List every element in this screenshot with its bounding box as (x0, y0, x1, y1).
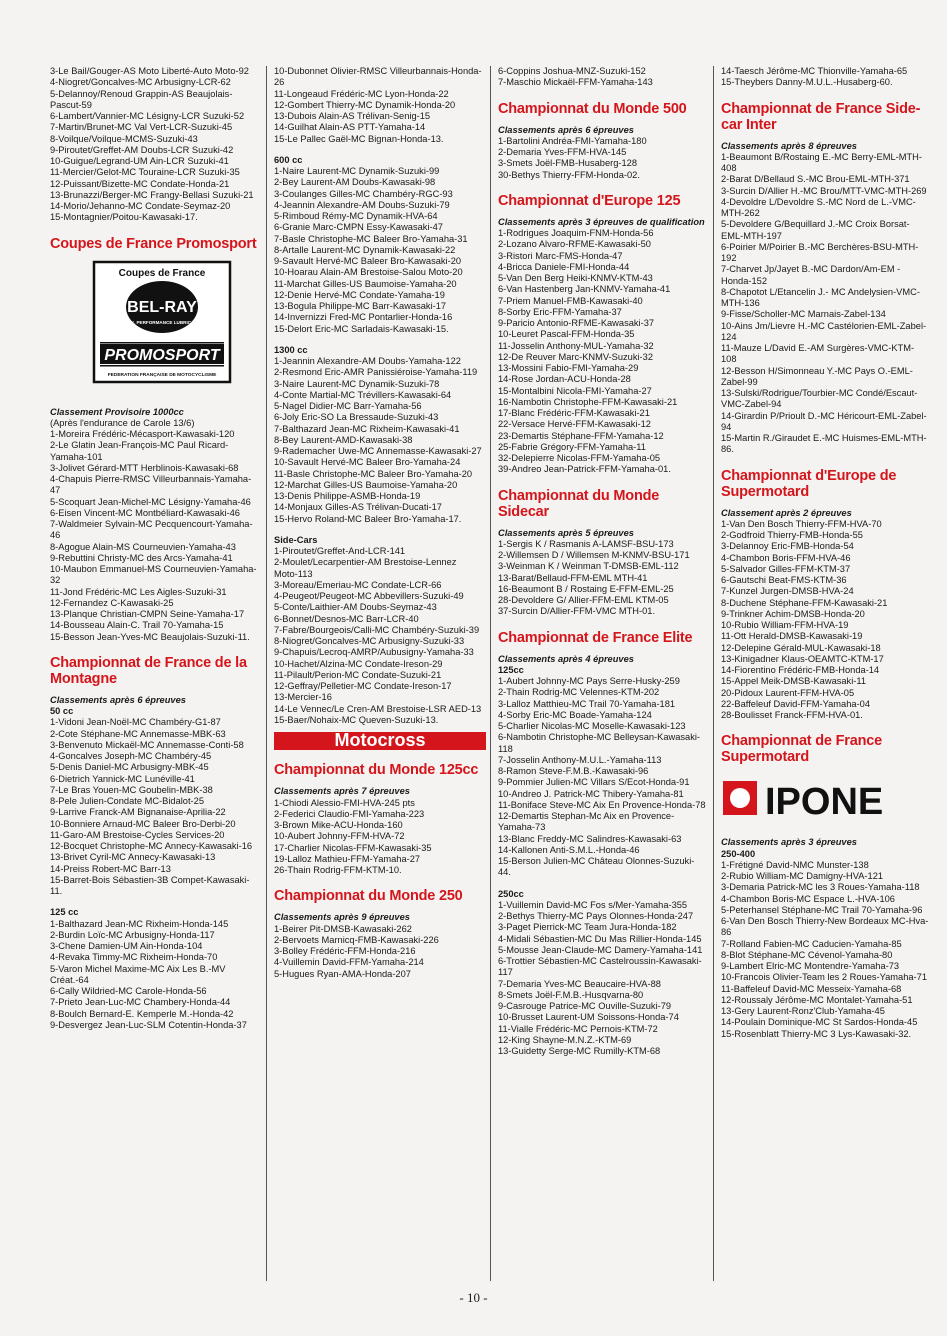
ffm-federation-label: FEDERATION FRANÇAISE DE MOTOCYCLISME (107, 372, 217, 378)
result-entry: 6-Dietrich Yannick-MC Lunéville-41 (50, 773, 195, 784)
result-entry: 13-Blanc Freddy-MC Salindres-Kawasaki-63 (498, 833, 682, 844)
result-entry: 9-Rademacher Uwe-MC Annemasse-Kawasaki-27 (274, 446, 482, 456)
result-entry: 4-Goncalves Joseph-MC Chambéry-45 (50, 751, 212, 761)
category-label: 125cc (498, 664, 524, 675)
result-entry: 8-Artalle Laurent-MC Dynamik-Kawasaki-22 (274, 244, 456, 255)
result-entry: 15-Le Pallec Gaël-MC Bignan-Honda-13. (274, 133, 444, 144)
result-entry: 2-Willemsen D / Willemsen M-KNMV-BSU-171 (498, 550, 690, 560)
result-entry: 6-Gautschi Beat-FMS-KTM-36 (721, 575, 847, 585)
category-label: Side-Cars (274, 534, 318, 545)
column-divider (713, 66, 714, 1281)
category-label: 50 cc (50, 706, 74, 716)
result-entry: 10-Maubon Emmanuel-MS Courneuvien-Yamaha-32 (50, 564, 257, 586)
result-entry: 16-Nambotin Christophe-FFM-Kawasaki-21 (498, 396, 678, 407)
result-entry: 7-Prieto Jean-Luc-MC Chambery-Honda-44 (50, 997, 231, 1008)
result-entry: 12-De Reuver Marc-KNMV-Suzuki-32 (498, 351, 653, 362)
standings-subtitle: Classement Provisoire 1000cc (50, 406, 184, 417)
result-entry: 5-Conte/Laithier-AM Doubs-Seymaz-43 (274, 602, 437, 613)
result-entry: 1-Piroutet/Greffet-And-LCR-141 (274, 546, 406, 556)
section-heading: Championnat du Monde 250 (274, 888, 463, 905)
result-entry: 15-Baer/Nohaix-MC Queven-Suzuki-13. (274, 714, 439, 725)
result-entry: 10-Savault Hervé-MC Baleer Bro-Yamaha-24 (274, 457, 461, 468)
result-entry: 14-Morio/Jehanno-MC Condate-Seymaz-20 (50, 201, 231, 211)
result-entry: 14-Rose Jordan-ACU-Honda-28 (498, 374, 631, 385)
result-entry: 10-Aubert Johnny-FFM-HVA-72 (274, 831, 405, 842)
category-label: 125 cc (50, 907, 79, 918)
result-entry: 3-Paget Pierrick-MC Team Jura-Honda-182 (498, 922, 677, 933)
result-entry: 10-Francois Olivier-Team les 2 Roues-Yamaha-71 (721, 972, 927, 983)
result-entry: 8-Blot Stéphane-MC Cévenol-Yamaha-80 (721, 949, 893, 960)
section-heading: Championnat du Monde 500 (498, 100, 687, 117)
result-entry: 6-Bonnet/Desnos-MC Barr-LCR-40 (274, 613, 419, 624)
result-entry: 15-Besson Jean-Yves-MC Beaujolais-Suzuki-11. (50, 631, 250, 642)
result-entry: 6-Nambotin Christophe-MC Belleysan-Kawasaki-118 (498, 732, 701, 754)
result-entry: 10-Bonniere Arnaud-MC Baleer Bro-Derbi-20 (50, 818, 236, 829)
result-entry: 1-Chiodi Alessio-FMI-HVA-245 pts (274, 797, 415, 808)
standings-subtitle: Classements après 6 épreuves (50, 694, 186, 705)
promosport-logo-graphic (50, 260, 232, 395)
result-entry: 9-Pommier Julien-MC Villars S/Ecot-Honda-91 (498, 777, 690, 788)
result-entry: 1-Rodrigues Joaquim-FNM-Honda-56 (498, 228, 654, 238)
result-entry: 12-Gombert Thierry-MC Dynamik-Honda-20 (274, 99, 456, 110)
section-heading: Championnat d'Europe de Supermotard (721, 467, 897, 500)
result-entry: 3-Coulanges Gilles-MC Chambéry-RGC-93 (274, 188, 453, 199)
promosport-logo (50, 260, 232, 395)
result-entry: 5-Denis Daniel-MC Arbusigny-MBK-45 (50, 762, 209, 773)
result-entry: 14-Monjaux Gilles-AS Trélivan-Ducati-17 (274, 502, 442, 513)
result-entry: 9-Fisse/Scholler-MC Marnais-Zabel-134 (721, 309, 886, 320)
result-entry: 6-Coppins Joshua-MNZ-Suzuki-152 (498, 66, 646, 76)
result-entry: 13-Gery Laurent-Ronz'Club-Yamaha-45 (721, 1006, 885, 1016)
result-entry: 17-Blanc Frédéric-FFM-Kawasaki-21 (498, 408, 650, 418)
result-entry: 15-Appel Meik-DMSB-Kawasaki-11 (721, 676, 867, 687)
result-entry: 9-Desvergez Jean-Luc-SLM Cotentin-Honda-37 (50, 1019, 247, 1030)
result-entry: 9-Lambert Elric-MC Montendre-Yamaha-73 (721, 961, 900, 971)
section-heading: Championnat de France Side-car Inter (721, 100, 921, 133)
result-entry: 2-Demaria Yves-FFM-HVA-145 (498, 147, 627, 157)
result-entry: 5-Salvador Gilles-FFM-KTM-37 (721, 563, 851, 574)
result-entry: 15-Delort Eric-MC Sarladais-Kawasaki-15. (274, 323, 449, 334)
result-entry: 13-Planque Christian-CMPN Seine-Yamaha-17 (50, 609, 245, 619)
result-entry: 11-Pilault/Perion-MC Condate-Suzuki-21 (274, 669, 442, 680)
result-entry: 13-Guidetty Serge-MC Rumilly-KTM-68 (498, 1046, 661, 1056)
result-entry: 9-Larrive Franck-AM Bignanaise-Aprilia-22 (50, 807, 226, 818)
result-entry: 5-Delannoy/Renoud Grappin-AS Beaujolais-Pascut-59 (50, 88, 233, 110)
result-entry: 11-Mauze L/David E.-AM Surgères-VMC-KTM-108 (721, 343, 915, 365)
result-entry: 4-Conte Martial-MC Trévillers-Kawasaki-64 (274, 389, 452, 400)
result-entry: 9-Rebuttini Christy-MC des Arcs-Yamaha-41 (50, 552, 233, 563)
result-entry: 7-Basle Christophe-MC Baleer Bro-Yamaha-31 (274, 233, 468, 244)
page-number: - 10 - (459, 1290, 488, 1305)
result-entry: 5-Scoquart Jean-Michel-MC Lésigny-Yamaha-46 (50, 496, 251, 507)
result-entry: 3-Delannoy Eric-FMB-Honda-54 (721, 541, 854, 552)
result-entry: 28-Boulisset Franck-FFM-HVA-01. (721, 710, 863, 720)
result-entry: 15-Rosenblatt Thierry-MC 3 Lys-Kawasaki-32. (721, 1028, 912, 1039)
result-entry: 3-Moreau/Emeriau-MC Condate-LCR-66 (274, 579, 442, 590)
result-entry: 11-Josselin Anthony-MUL-Yamaha-32 (498, 340, 654, 351)
result-entry: 8-Duchene Stéphane-FFM-Kawasaki-21 (721, 597, 888, 608)
result-entry: 7-Demaria Yves-MC Beaucaire-HVA-88 (498, 978, 661, 989)
result-entry: 3-Le Bail/Gouger-AS Moto Liberté-Auto Moto-92 (50, 66, 249, 76)
result-entry: 14-Le Vennec/Le Cren-AM Brestoise-LSR AED-13 (274, 703, 482, 714)
result-entry: 15-Barret-Bois Sébastien-3B Compet-Kawasaki-11. (50, 874, 250, 896)
result-entry: 10-Andreo J. Patrick-MC Thibery-Yamaha-81 (498, 788, 684, 799)
result-entry: 1-Aubert Johnny-MC Pays Serre-Husky-259 (498, 676, 680, 686)
result-entry: 14-Bousseau Alain-C. Trail 70-Yamaha-15 (50, 620, 224, 631)
result-entry: 7-Maschio Mickaël-FFM-Yamaha-143 (498, 77, 653, 88)
result-entry: 20-Pidoux Laurent-FFM-HVA-05 (721, 687, 855, 698)
result-entry: 11-Vialle Frédéric-MC Pernois-KTM-72 (498, 1023, 658, 1034)
result-entry: 2-Lozano Alvaro-RFME-Kawasaki-50 (498, 239, 651, 250)
result-entry: 10-Brusset Laurent-UM Soissons-Honda-74 (498, 1012, 679, 1023)
results-column-2 (274, 66, 482, 980)
result-entry: 14-Invernizzi Fred-MC Pontarlier-Honda-16 (274, 312, 453, 323)
result-entry: 11-Marchat Gilles-US Baumoise-Yamaha-20 (274, 278, 457, 289)
result-entry: 7-Priem Manuel-FMB-Kawasaki-40 (498, 295, 643, 306)
result-entry: 1-Jeannin Alexandre-AM Doubs-Yamaha-122 (274, 356, 461, 366)
result-entry: 1-Vuillemin David-MC Fos s/Mer-Yamaha-355 (498, 899, 688, 910)
result-entry: 9-Savault Hervé-MC Baleer Bro-Kawasaki-20 (274, 256, 462, 266)
result-entry: 11-Ott Herald-DMSB-Kawasaki-19 (721, 631, 863, 642)
belray-tagline: TOTAL PERFORMANCE LUBRICANTS (120, 319, 204, 325)
result-entry: 2-Cote Stéphane-MC Annemasse-MBK-63 (50, 728, 226, 739)
result-entry: 9-Casrouge Patrice-MC Ouville-Suzuki-79 (498, 1001, 672, 1011)
result-entry: 4-Revaka Timmy-MC Rixheim-Honda-70 (50, 952, 218, 963)
result-entry: 13-Mossini Fabio-FMI-Yamaha-29 (498, 363, 639, 373)
result-entry: 15-Montalbini Nicola-FMI-Yamaha-27 (498, 385, 652, 396)
standings-subtitle: Classements après 9 épreuves (274, 912, 410, 923)
result-entry: 9-Paricio Antonio-RFME-Kawasaki-37 (498, 318, 655, 328)
result-entry: 14-Poulain Dominique-MC St Sardos-Honda-45 (721, 1017, 918, 1028)
result-entry: 5-Hugues Ryan-AMA-Honda-207 (274, 968, 411, 979)
result-entry: 7-Martin/Brunet-MC Val Vert-LCR-Suzuki-45 (50, 122, 233, 133)
result-entry: 3-Naire Laurent-MC Dynamik-Suzuki-78 (274, 378, 440, 389)
result-entry: 3-Brown Mike-ACU-Honda-160 (274, 820, 403, 830)
result-entry: 12-Roussaly Jérôme-MC Montalet-Yamaha-51 (721, 994, 913, 1005)
result-entry: 6-Joly Eric-SO La Bressaude-Suzuki-43 (274, 412, 439, 423)
result-entry: 12-Fernandez C-Kawasaki-25 (50, 597, 174, 608)
standings-subtitle: Classement après 2 épreuves (721, 507, 852, 518)
result-entry: 3-Demaria Patrick-MC les 3 Roues-Yamaha-118 (721, 882, 920, 893)
result-entry: 7-Balthazard Jean-MC Rixheim-Kawasaki-41 (274, 423, 460, 434)
results-column-4 (721, 66, 929, 1040)
section-heading: Championnat du Monde Sidecar (498, 487, 660, 520)
result-entry: 11-Basle Christophe-MC Baleer Bro-Yamaha-20 (274, 468, 473, 479)
ipone-logo-graphic (721, 775, 921, 823)
result-entry: 6-Eisen Vincent-MC Montbéliard-Kawasaki-46 (50, 507, 240, 518)
result-entry: 13-Barat/Bellaud-FFM-EML MTH-41 (498, 572, 648, 583)
result-entry: 7-Waldmeier Sylvain-MC Pecquencourt-Yamaha-46 (50, 519, 253, 541)
result-entry: 16-Beaumont B / Rostaing E-FFM-EML-25 (498, 583, 674, 594)
result-entry: 4-Bricca Daniele-FMI-Honda-44 (498, 261, 630, 272)
result-entry: 19-Lalloz Mathieu-FFM-Yamaha-27 (274, 853, 421, 864)
result-entry: 10-Hachet/Alzina-MC Condate-Ireson-29 (274, 658, 443, 669)
result-entry: 6-Van Hastenberg Jan-KNMV-Yamaha-41 (498, 284, 671, 295)
result-entry: 6-Granie Marc-CMPN Essy-Kawasaki-47 (274, 222, 443, 233)
result-entry: 28-Devoldere G/ Allier-FFM-EML KTM-05 (498, 595, 669, 605)
result-entry: 23-Demartis Stéphane-FFM-Yamaha-12 (498, 430, 664, 441)
result-entry: 10-Rubio William-FFM-HVA-19 (721, 620, 849, 630)
result-entry: 8-Boulch Bernard-E. Kemperle M.-Honda-42 (50, 1008, 234, 1019)
result-entry: 8-Agogue Alain-MS Courneuvien-Yamaha-43 (50, 541, 236, 552)
result-entry: 2-Le Glatin Jean-François-MC Paul Ricard-Yamaha-101 (50, 440, 229, 462)
result-entry: 10-Hoarau Alain-AM Brestoise-Salou Moto-20 (274, 267, 463, 278)
result-entry: 22-Baffeleuf David-FFM-Yamaha-04 (721, 698, 870, 709)
result-entry: 32-Delepierre Nicolas-FFM-Yamaha-05 (498, 453, 661, 463)
column-divider (490, 66, 491, 1281)
result-entry: 6-Cally Wildried-MC Carole-Honda-56 (50, 986, 207, 996)
result-entry: 7-Rolland Fabien-MC Caducien-Yamaha-85 (721, 938, 902, 949)
result-entry: 11-Jond Frédéric-MC Les Aigles-Suzuki-31 (50, 586, 227, 597)
result-entry: 4-Jeannin Alexandre-AM Doubs-Suzuki-79 (274, 199, 450, 210)
result-entry: 2-Moulet/Lecarpentier-AM Brestoise-Lennez Moto-113 (274, 557, 457, 579)
result-entry: 1-Vidoni Jean-Noël-MC Chambéry-G1-87 (50, 717, 221, 728)
result-entry: 7-Le Bras Youen-MC Goubelin-MBK-38 (50, 784, 213, 795)
result-entry: 12-Bocquet Christophe-MC Annecy-Kawasaki-16 (50, 841, 253, 851)
result-entry: 11-Boniface Steve-MC Aix En Provence-Honda-78 (498, 799, 706, 810)
result-entry: 4-Chambon Boris-MC Espace L.-HVA-106 (721, 893, 895, 904)
result-entry: 26-Thain Rodrig-FFM-KTM-10. (274, 865, 402, 875)
result-entry: 1-Bartolini Andréa-FMI-Yamaha-180 (498, 135, 647, 146)
result-entry: 8-Smets Joël-F.M.B.-Husqvarna-80 (498, 989, 644, 1000)
result-entry: 3-Ristori Marc-FMS-Honda-47 (498, 250, 623, 261)
result-entry: 8-Niogret/Goncalves-MC Arbusigny-Suzuki-33 (274, 636, 465, 646)
result-entry: 10-Leuret Pascal-FFM-Honda-35 (498, 329, 635, 340)
result-entry: 1-Beirer Pit-DMSB-Kawasaki-262 (274, 923, 412, 934)
result-entry: 11-Baffeleuf David-MC Messeix-Yamaha-68 (721, 983, 902, 994)
result-entry: 4-Vuillemin David-FFM-Yamaha-214 (274, 957, 424, 968)
result-entry: 1-Van Den Bosch Thierry-FFM-HVA-70 (721, 518, 882, 529)
result-entry: 6-Lambert/Vannier-MC Lésigny-LCR Suzuki-52 (50, 111, 245, 121)
result-entry: 17-Charlier Nicolas-FFM-Kawasaki-35 (274, 842, 432, 853)
result-entry: 7-Josselin Anthony-M.U.L.-Yamaha-113 (498, 754, 662, 765)
result-entry: 25-Fabrie Grégory-FFM-Yamaha-11 (498, 441, 646, 452)
result-entry: 1-Beaumont B/Rostaing E.-MC Berry-EML-MTH-408 (721, 151, 922, 173)
standings-subtitle: Classements après 8 épreuves (721, 140, 857, 151)
result-entry: 11-Garo-AM Brestoise-Cycles Services-20 (50, 829, 225, 840)
result-entry: 3-Bolley Frédéric-FFM-Honda-216 (274, 946, 416, 956)
result-entry: 12-King Shayne-M.N.Z.-KTM-69 (498, 1034, 632, 1045)
ipone-logo (721, 775, 929, 823)
result-entry: 8-Pele Julien-Condate MC-Bidalot-25 (50, 796, 204, 806)
result-entry: 14-Girardin P/Prioult D.-MC Héricourt-EML-Zabel-94 (721, 410, 927, 432)
result-entry: 1-Frétigné David-NMC Munster-138 (721, 859, 869, 870)
promosport-name: PROMOSPORT (104, 346, 220, 364)
result-entry: 12-Delepine Gérald-MUL-Kawasaki-18 (721, 642, 881, 653)
result-entry: 13-Brivet Cyril-MC Annecy-Kawasaki-13 (50, 852, 216, 863)
category-label: 600 cc (274, 154, 303, 165)
standings-subtitle: Classements après 3 épreuves de qualification (498, 216, 705, 227)
result-entry: 5-Rimboud Rémy-MC Dynamik-HVA-64 (274, 211, 438, 221)
result-entry: 10-Ains Jm/Lievre H.-MC Castélorien-EML-Zabel-124 (721, 320, 927, 342)
result-entry: 12-Denie Hervé-MC Condate-Yamaha-19 (274, 289, 445, 300)
section-heading: Championnat du Monde 125cc (274, 762, 479, 779)
result-entry: 2-Bervoets Marnicq-FMB-Kawasaki-226 (274, 934, 439, 945)
result-entry: 15-Martin R./Giraudet E.-MC Huismes-EML-MTH-86. (721, 433, 927, 455)
result-entry: (Après l'endurance de Carole 13/6) (50, 417, 195, 428)
result-entry: 5-Mousse Jean-Claude-MC Damery-Yamaha-141 (498, 944, 703, 955)
section-heading: Coupes de France Promosport (50, 235, 257, 252)
result-entry: 14-Kallonen Anti-S.M.L.-Honda-46 (498, 844, 640, 855)
motocross-banner: Motocross (274, 732, 486, 750)
result-entry: 7-Kunzel Jurgen-DMSB-HVA-24 (721, 586, 854, 597)
standings-subtitle: Classements après 3 épreuves (721, 837, 857, 848)
result-entry: 1-Sergis K / Rasmanis A-LAMSF-BSU-173 (498, 538, 674, 549)
result-entry: 4-Niogret/Goncalves-MC Arbusigny-LCR-62 (50, 77, 231, 88)
result-entry: 12-Puissant/Bizette-MC Condate-Honda-21 (50, 178, 230, 189)
category-label: 1300 cc (274, 344, 308, 355)
result-entry: 7-Charvet Jp/Jayet B.-MC Dardon/Am-EM - Honda-152 (721, 264, 901, 286)
result-entry: 12-Marchat Gilles-US Baumoise-Yamaha-20 (274, 479, 458, 490)
result-entry: 8-Bey Laurent-AMD-Kawasaki-38 (274, 434, 413, 445)
result-entry: 2-Federici Claudio-FMI-Yamaha-223 (274, 808, 425, 819)
result-entry: 11-Longeaud Frédéric-MC Lyon-Honda-22 (274, 88, 449, 99)
result-entry: 7-Fabre/Bourgeois/Calli-MC Chambéry-Suzuki-39 (274, 624, 480, 635)
result-entry: 9-Trinkner Achim-DMSB-Honda-20 (721, 608, 865, 619)
section-heading: Championnat d'Europe 125 (498, 192, 681, 209)
result-entry: 15-Hervo Roland-MC Baleer Bro-Yamaha-17. (274, 513, 462, 524)
result-entry: 3-Smets Joël-FMB-Husaberg-128 (498, 158, 637, 169)
result-entry: 8-Voilque/Voilque-MCMS-Suzuki-43 (50, 133, 198, 144)
category-label: 250cc (498, 888, 524, 899)
result-entry: 8-Ramon Steve-F.M.B.-Kawasaki-96 (498, 766, 649, 776)
result-entry: 5-Peterhansel Stéphane-MC Trail 70-Yamaha-96 (721, 904, 923, 915)
result-entry: 4-Chapuis Pierre-RMSC Villeurbannais-Yamaha-47 (50, 474, 252, 496)
result-entry: 4-Midali Sébastien-MC Du Mas Rillier-Honda-145 (498, 933, 702, 944)
result-entry: 22-Versace Hervé-FFM-Kawasaki-12 (498, 419, 651, 430)
belray-brand: BEL-RAY (127, 298, 197, 316)
result-entry: 30-Bethys Thierry-FFM-Honda-02. (498, 169, 640, 180)
result-entry: 5-Nagel Didier-MC Barr-Yamaha-56 (274, 401, 422, 411)
standings-subtitle: Classements après 7 épreuves (274, 786, 410, 797)
result-entry: 2-Resmond Eric-AMR Panissiéroise-Yamaha-119 (274, 367, 478, 378)
result-entry: 13-Bogula Philippe-MC Barr-Kawasaki-17 (274, 301, 447, 311)
result-entry: 14-Taesch Jérôme-MC Thionville-Yamaha-65 (721, 66, 908, 76)
result-entry: 10-Guigue/Legrand-UM Ain-LCR Suzuki-41 (50, 156, 229, 166)
result-entry: 14-Preiss Robert-MC Barr-13 (50, 863, 171, 874)
result-entry: 2-Thain Rodrig-MC Velennes-KTM-202 (498, 687, 660, 698)
result-entry: 1-Moreira Frédéric-Mécasport-Kawasaki-120 (50, 429, 235, 439)
result-entry: 13-Brunazzi/Berger-MC Frangy-Bellasi Suzuki-21 (50, 189, 254, 200)
result-entry: 1-Balthazard Jean-MC Rixheim-Honda-145 (50, 918, 229, 929)
result-entry: 4-Peugeot/Peugeot-MC Abbevillers-Suzuki-49 (274, 591, 464, 601)
result-entry: 3-Jolivet Gérard-MTT Herblinois-Kawasaki-68 (50, 462, 239, 473)
result-entry: 11-Mercier/Gelot-MC Touraine-LCR Suzuki-35 (50, 167, 240, 178)
result-entry: 2-Godfroid Thierry-FMB-Honda-55 (721, 530, 863, 540)
category-label: 250-400 (721, 848, 756, 859)
result-entry: 1-Naire Laurent-MC Dynamik-Suzuki-99 (274, 166, 440, 176)
result-entry: 2-Barat D/Bellaud S.-MC Brou-EML-MTH-371 (721, 174, 910, 185)
result-entry: 13-Sulski/Rodrigue/Tourbier-MC Condé/Escaut-VMC-Zabel-94 (721, 388, 918, 410)
result-entry: 2-Bethys Thierry-MC Pays Olonnes-Honda-247 (498, 911, 694, 921)
result-entry: 5-Varon Michel Maxime-MC Aix Les B.-MV Créat.-64 (50, 963, 226, 985)
result-entry: 12-Demartis Stephan-Mc Aix en Provence-Yamaha-73 (498, 811, 675, 833)
result-entry: 37-Surcin D/Allier-FFM-VMC MTH-01. (498, 606, 656, 617)
promo-top-label: Coupes de France (118, 267, 206, 279)
result-entry: 2-Rubio William-MC Damigny-HVA-121 (721, 871, 884, 881)
section-heading: Championnat de France Elite (498, 629, 693, 646)
result-entry: 14-Fiorentino Frédéric-FMB-Honda-14 (721, 665, 880, 675)
result-entry: 13-Dubois Alain-AS Trélivan-Senig-15 (274, 111, 431, 121)
result-entry: 12-Besson H/Simonneau Y.-MC Pays O.-EML-Zabel-99 (721, 365, 913, 387)
result-entry: 2-Bey Laurent-AM Doubs-Kawasaki-98 (274, 177, 436, 188)
result-entry: 3-Lalloz Matthieu-MC Trail 70-Yamaha-181 (498, 698, 676, 709)
result-entry: 3-Chene Damien-UM Ain-Honda-104 (50, 941, 203, 951)
result-entry: 13-Mercier-16 (274, 692, 332, 703)
result-entry: 4-Sorby Eric-MC Boade-Yamaha-124 (498, 709, 652, 720)
result-entry: 4-Chambon Boris-FFM-HVA-46 (721, 552, 851, 563)
column-divider (266, 66, 267, 1281)
result-entry: 8-Chapotot L/Etancelin J.- MC Andelysien-VMC-MTH-136 (721, 286, 920, 308)
result-entry: 13-Kinigadner Klaus-OEAMTC-KTM-17 (721, 653, 884, 664)
result-entry: 5-Van Den Berg Heiki-KNMV-KTM-43 (498, 273, 653, 283)
standings-subtitle: Classements après 5 épreuves (498, 527, 634, 538)
result-entry: 12-Geffray/Pelletier-MC Condate-Ireson-17 (274, 681, 452, 691)
result-entry: 6-Van Den Bosch Thierry-New Bordeaux MC-Hva-86 (721, 916, 929, 938)
results-column-3 (498, 66, 706, 1057)
result-entry: 10-Dubonnet Olivier-RMSC Villeurbannais-Honda-26 (274, 66, 482, 88)
result-entry: 13-Denis Philippe-ASMB-Honda-19 (274, 491, 421, 501)
result-entry: 9-Piroutet/Greffet-AM Doubs-LCR Suzuki-42 (50, 144, 234, 155)
result-entry: 3-Surcin D/Allier H.-MC Brou/MTT-VMC-MTH-269 (721, 185, 927, 196)
ipone-wordmark: IPONE (765, 781, 884, 824)
result-entry: 3-Benvenuto Mickaël-MC Annemasse-Conti-58 (50, 739, 244, 750)
result-entry: 6-Trottier Sébastien-MC Castelroussin-Kawasaki-117 (498, 956, 702, 978)
result-entry: 5-Charlier Nicolas-MC Moselle-Kawasaki-123 (498, 721, 686, 731)
result-entry: 39-Andreo Jean-Patrick-FFM-Yamaha-01. (498, 464, 671, 475)
result-entry: 15-Theybers Danny-M.U.L.-Husaberg-60. (721, 77, 893, 88)
result-entry: 6-Poirier M/Poirier B.-MC Berchères-BSU-MTH-192 (721, 241, 919, 263)
result-entry: 8-Sorby Eric-FFM-Yamaha-37 (498, 306, 622, 317)
results-column-1 (50, 66, 258, 1031)
standings-subtitle: Classements après 6 épreuves (498, 124, 634, 135)
result-entry: 14-Guilhat Alain-AS PTT-Yamaha-14 (274, 122, 426, 133)
result-entry: 2-Burdin Loïc-MC Arbusigny-Honda-117 (50, 929, 215, 940)
result-entry: 9-Chapuis/Lecroq-AMRP/Aubusigny-Yamaha-33 (274, 647, 474, 658)
result-entry: 5-Devoldere G/Bequillard J.-MC Croix Borsat-EML-MTH-197 (721, 219, 910, 241)
result-entry: 15-Montagnier/Poitou-Kawasaki-17. (50, 212, 198, 223)
section-heading: Championnat de France de la Montagne (50, 654, 247, 687)
section-heading: Championnat de France Supermotard (721, 733, 882, 766)
result-entry: 3-Weinman K / Weinman T-DMSB-EML-112 (498, 561, 679, 572)
result-entry: 15-Berson Julien-MC Château Olonnes-Suzuki-44. (498, 856, 695, 878)
result-entry: 4-Devoldre L/Devoldre S.-MC Nord de L.-VMC- MTH-262 (721, 196, 916, 218)
standings-subtitle: Classements après 4 épreuves (498, 653, 634, 664)
